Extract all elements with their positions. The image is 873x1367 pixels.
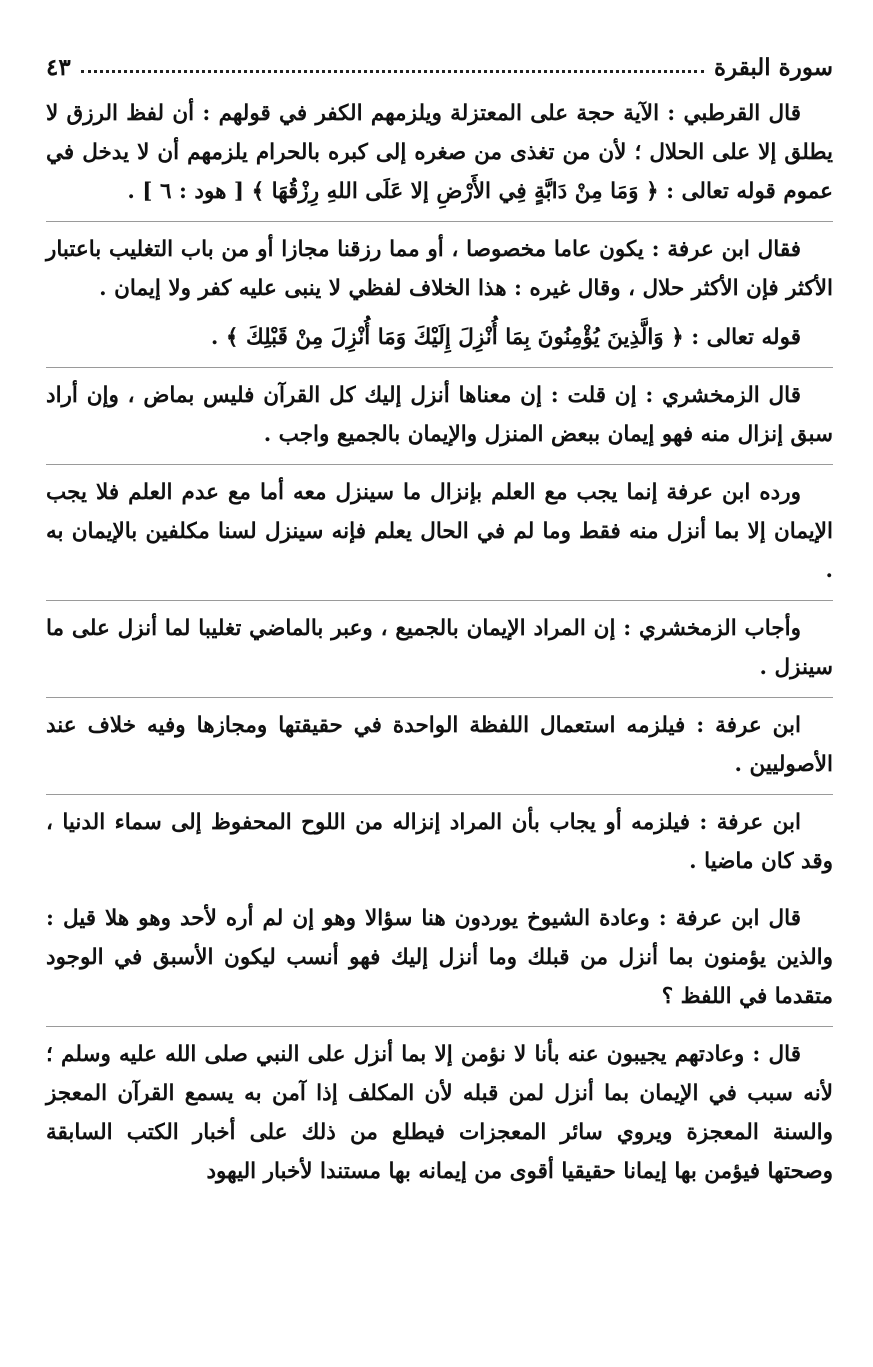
paragraph-ibn-arafa-usul: ابن عرفة : فيلزمه استعمال اللفظة الواحدة في حقيقتها ومجازها وفيه خلاف عند الأصوليين . [46, 698, 833, 795]
page-number: ٤٣ [46, 53, 71, 81]
paragraph-zamakhshari-question: قال الزمخشري : إن قلت : إن معناها أنزل إليك كل القرآن فليس بماض ، وإن أراد سبق إنزال منه فهو إيمان ببعض المنزل والإيمان بالجميع واجب . [46, 368, 833, 465]
paragraph-ibn-arafa-general: فقال ابن عرفة : يكون عاما مخصوصا ، أو مما رزقنا مجازا أو من باب التغليب باعتبار الأكثر فإن الأكثر حلال ، وقال غيره : هذا الخلاف لفظي لا ينبى عليه كفر ولا إيمان . [46, 237, 833, 301]
page-header [46, 44, 833, 90]
page-body [46, 94, 833, 1201]
paragraph-ibn-arafa-question: قال ابن عرفة : وعادة الشيوخ يوردون هنا سؤالا وهو إن لم أره لأحد وهو هلا قيل : والذين يؤمنون بما أنزل من قبلك وما أنزل إليك فهو أنسب ليكون الأسبق في الوجود متقدما في اللفظ ؟ [46, 891, 833, 1027]
header-dotted-leader [81, 70, 704, 73]
paragraph-verse-quote: قوله تعالى : ﴿ وَالَّذِينَ يُؤْمِنُونَ بِمَا أُنْزِلَ إِلَيْكَ وَمَا أُنْزِلَ مِنْ قَبْلِكَ ﴾ . [46, 318, 833, 368]
paragraph-ibn-arafa-lawh: ابن عرفة : فيلزمه أو يجاب بأن المراد إنزاله من اللوح المحفوظ إلى سماء الدنيا ، وقد كان ماضيا . [46, 810, 833, 874]
paragraph-ibn-arafa-rebuttal: ورده ابن عرفة إنما يجب مع العلم بإنزال ما سينزل معه أما مع عدم العلم فلا يجب الإيمان إلا بما أنزل منه فقط وما لم في الحال يعلم فإنه سينزل لسنا مكلفين بالإيمان به . [46, 465, 833, 601]
surah-title: سورة البقرة [713, 53, 833, 81]
paragraph-answer: قال : وعادتهم يجيبون عنه بأنا لا نؤمن إلا بما أنزل على النبي صلى الله عليه وسلم ؛ لأنه سبب في الإيمان بما أنزل لمن قبله لأن المكلف إذا آمن به يسمع القرآن المعجز والسنة المعجزة ويروي سائر المعجزات فيطلع من ذلك على أخبار الكتب السابقة وصحتها فيؤمن بها إيمانا حقيقيا أقوى من إيمانه بها مستندا لأخبار اليهود [46, 1042, 833, 1184]
paragraph-zamakhshari-answer: وأجاب الزمخشري : إن المراد الإيمان بالجميع ، وعبر بالماضي تغليبا لما أنزل على ما سينزل . [46, 601, 833, 698]
paragraph-qurtubi-rizq: قال القرطبي : الآية حجة على المعتزلة ويلزمهم الكفر في قولهم : أن لفظ الرزق لا يطلق إلا على الحلال ؛ لأن من تغذى من صغره إلى كبره بالحرام يلزمهم أن لا يدخل في عموم قوله تعالى : ﴿ وَمَا مِنْ دَابَّةٍ فِي الأَرْضِ إلا عَلَى اللهِ رِزْقُهَا ﴾ [ هود : ٦ ] . [46, 94, 833, 222]
book-page [46, 0, 833, 1367]
